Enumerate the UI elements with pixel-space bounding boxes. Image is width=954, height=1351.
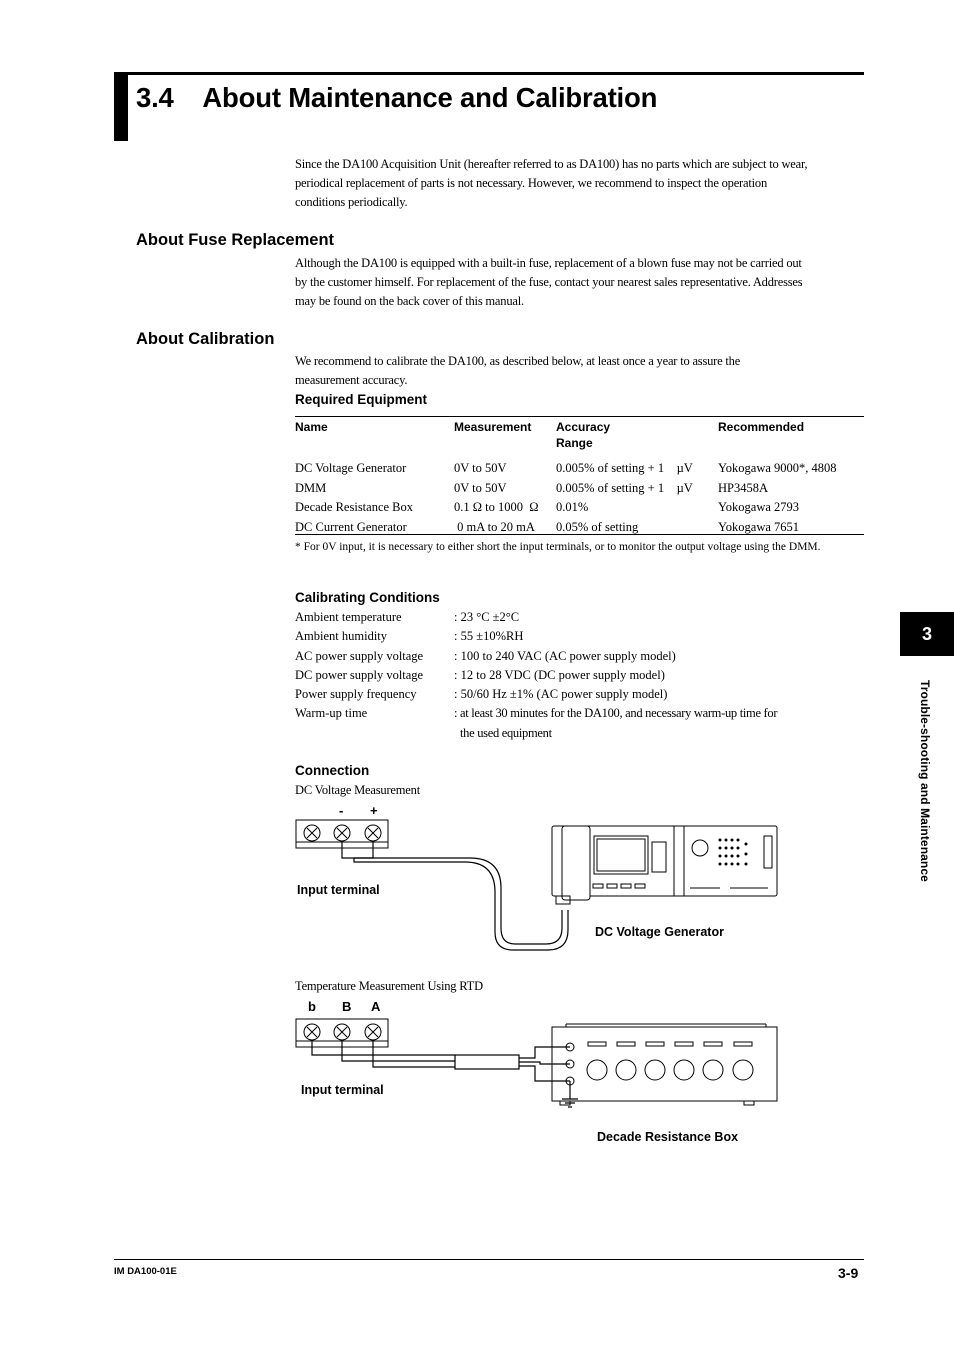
col-name: Name xyxy=(295,420,328,434)
terminal-A-label: A xyxy=(371,999,381,1014)
condition-row: Warm-up time : at least 30 minutes for the DA100, and necessary warm-up time for xyxy=(295,706,778,721)
calibration-heading: About Calibration xyxy=(136,330,275,348)
equipment-table xyxy=(295,419,864,537)
footer-rule xyxy=(114,1259,864,1260)
calibration-paragraph: We recommend to calibrate the DA100, as described below, at least once a year to assure the measurement accuracy. xyxy=(295,354,741,387)
table-footnote: * For 0V input, it is necessary to either short the input terminals, or to monitor the output voltage using the DMM. xyxy=(295,541,821,553)
decade-box-label: Decade Resistance Box xyxy=(597,1130,739,1144)
condition-row: Ambient temperature : 23 °C ±2°C xyxy=(295,610,520,624)
col-range-label: Range xyxy=(556,436,593,450)
table-row: DC Current Generator 0 mA to 20 mA 0.05% of setting Yokogawa 7651 xyxy=(295,519,800,534)
rtd-input-terminal-label: Input terminal xyxy=(301,1083,384,1097)
col-accuracy xyxy=(556,419,718,451)
table-top-rule xyxy=(295,416,864,417)
dc-generator-keypad xyxy=(719,839,748,866)
calibrating-conditions-heading: Calibrating Conditions xyxy=(295,590,440,605)
dc-generator-device xyxy=(552,826,777,904)
fuse-heading: About Fuse Replacement xyxy=(136,231,335,249)
terminal-b-label: b xyxy=(308,999,316,1014)
condition-row: Ambient humidity : 55 ±10%RH xyxy=(295,629,524,644)
connection-heading: Connection xyxy=(295,763,370,778)
table-row: DC Voltage Generator 0V to 50V 0.005% of setting + 1 µV Yokogawa 9000*, 4808 xyxy=(295,461,837,475)
dc-generator-label: DC Voltage Generator xyxy=(595,925,724,939)
rtd-diagram xyxy=(290,997,790,1127)
chapter-tab xyxy=(900,612,954,656)
title-bar xyxy=(114,72,128,141)
conditions-table xyxy=(295,608,777,743)
condition-row: AC power supply voltage : 100 to 240 VAC (AC power supply model) xyxy=(295,648,676,663)
table-header-row xyxy=(295,419,864,451)
page-title: 3.4 About Maintenance and Calibration xyxy=(136,82,658,113)
fuse-paragraph: Although the DA100 is equipped with a built-in fuse, replacement of a blown fuse may not be carried out by the customer himself. For replacement of the fuse, contact your nearest sales representative. Addresses may be found on the back cover of this manual. xyxy=(295,256,803,308)
terminal-B-label: B xyxy=(342,999,352,1014)
required-equipment-heading: Required Equipment xyxy=(295,392,428,407)
rtd-caption: Temperature Measurement Using RTD xyxy=(295,979,483,993)
table-row: Decade Resistance Box 0.1 Ω to 1000 Ω 0.01% Yokogawa 2793 xyxy=(295,500,800,514)
chapter-number: 3 xyxy=(921,623,932,644)
intro-paragraph: Since the DA100 Acquisition Unit (hereafter referred to as DA100) has no parts which are subject to wear, periodical replacement of parts is not necessary. However, we recommend to inspect the operation conditions periodically. xyxy=(295,157,808,209)
table-row: DMM 0V to 50V 0.005% of setting + 1 µV HP3458A xyxy=(295,480,769,495)
condition-row: Power supply frequency : 50/60 Hz ±1% (AC power supply model) xyxy=(295,687,668,702)
chapter-side-label: Trouble-shooting and Maintenance xyxy=(918,680,932,882)
decade-box-device xyxy=(552,1024,777,1105)
col-accuracy-label: Accuracy xyxy=(556,420,611,434)
condition-row: DC power supply voltage : 12 to 28 VDC (DC power supply model) xyxy=(295,667,665,682)
col-measurement: Measurement xyxy=(454,420,532,434)
dc-voltage-caption: DC Voltage Measurement xyxy=(295,783,420,797)
minus-label: - xyxy=(339,803,344,818)
dc-input-terminal-label: Input terminal xyxy=(297,883,380,897)
page-number: 3-9 xyxy=(838,1265,859,1281)
plus-label: + xyxy=(370,803,378,818)
footer-doc-id: IM DA100-01E xyxy=(114,1266,177,1277)
condition-row: the used equipment xyxy=(460,725,552,740)
title-rule xyxy=(128,72,864,75)
col-recommended: Recommended xyxy=(718,420,805,434)
